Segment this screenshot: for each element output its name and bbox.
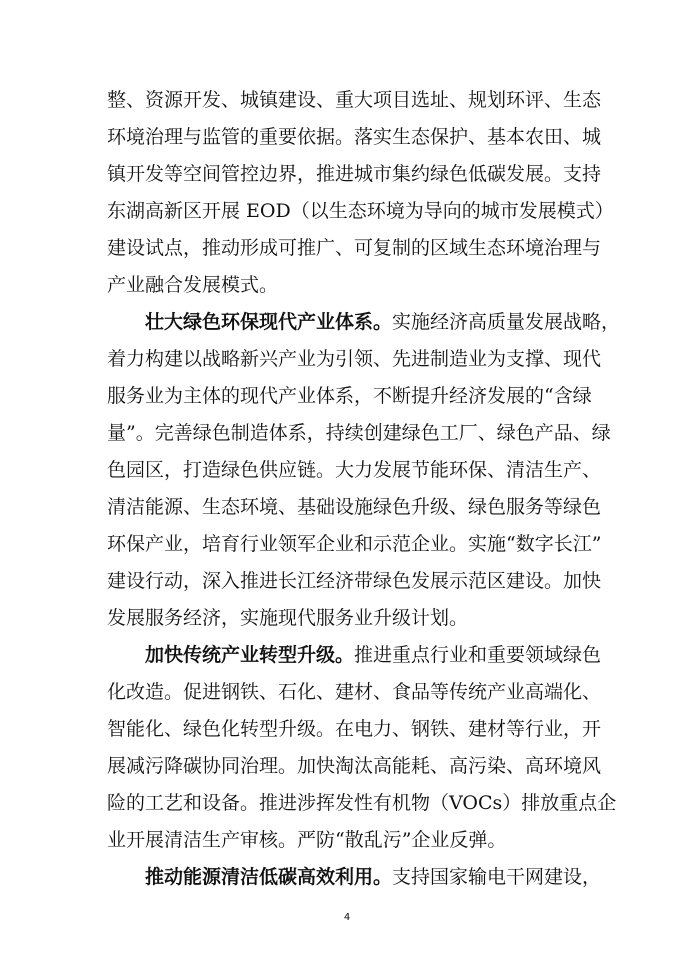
text-line: 环境治理与监管的重要依据。落实生态保护、基本农田、城	[107, 126, 602, 148]
text-line: 智能化、绿色化转型升级。在电力、钢铁、建材等行业，开	[107, 718, 602, 740]
text-line: 建设行动，深入推进长江经济带绿色发展示范区建设。加快	[107, 570, 602, 592]
text-line: 着力构建以战略新兴产业为引领、先进制造业为支撑、现代	[107, 348, 602, 370]
text-line: 量”。完善绿色制造体系，持续创建绿色工厂、绿色产品、绿	[107, 422, 611, 444]
text-run: 支持国家输电干网建设，	[392, 866, 602, 888]
page-number: 4	[343, 912, 351, 923]
text-line: 产业融合发展模式。	[107, 274, 279, 296]
text-line: 镇开发等空间管控边界，推进城市集约绿色低碳发展。支持	[107, 163, 602, 185]
text-line: 险的工艺和设备。推进涉挥发性有机物（VOCs）排放重点企	[107, 792, 617, 814]
text-line: 展减污降碳协同治理。加快淘汰高能耗、高污染、高环境风	[107, 755, 602, 777]
paragraph-first-line	[107, 637, 602, 674]
text-run: 实施经济高质量发展战略，	[392, 311, 621, 333]
body-text	[107, 82, 621, 896]
text-line: 业开展清洁生产审核。严防“散乱污”企业反弹。	[107, 829, 507, 851]
paragraph-heading: 推动能源清洁低碳高效利用。	[145, 866, 393, 888]
paragraph-heading: 加快传统产业转型升级。	[145, 644, 355, 666]
text-line: 发展服务经济，实施现代服务业升级计划。	[107, 607, 469, 629]
text-line: 整、资源开发、城镇建设、重大项目选址、规划环评、生态	[107, 89, 602, 111]
paragraph-heading: 壮大绿色环保现代产业体系。	[145, 311, 393, 333]
text-line: 色园区，打造绿色供应链。大力发展节能环保、清洁生产、	[107, 459, 602, 481]
text-line: 清洁能源、生态环境、基础设施绿色升级、绿色服务等绿色	[107, 496, 602, 518]
text-run: 推进重点行业和重要领域绿色	[354, 644, 602, 666]
paragraph-first-line	[107, 304, 621, 341]
paragraph-first-line	[107, 859, 602, 896]
text-line: 服务业为主体的现代产业体系，不断提升经济发展的“含绿	[107, 385, 592, 407]
text-line: 环保产业，培育行业领军企业和示范企业。实施“数字长江”	[107, 533, 602, 555]
text-line: 东湖高新区开展 EOD（以生态环境为导向的城市发展模式）	[107, 200, 614, 222]
text-line: 建设试点，推动形成可推广、可复制的区域生态环境治理与	[107, 237, 602, 259]
text-line: 化改造。促进钢铁、石化、建材、食品等传统产业高端化、	[107, 681, 602, 703]
